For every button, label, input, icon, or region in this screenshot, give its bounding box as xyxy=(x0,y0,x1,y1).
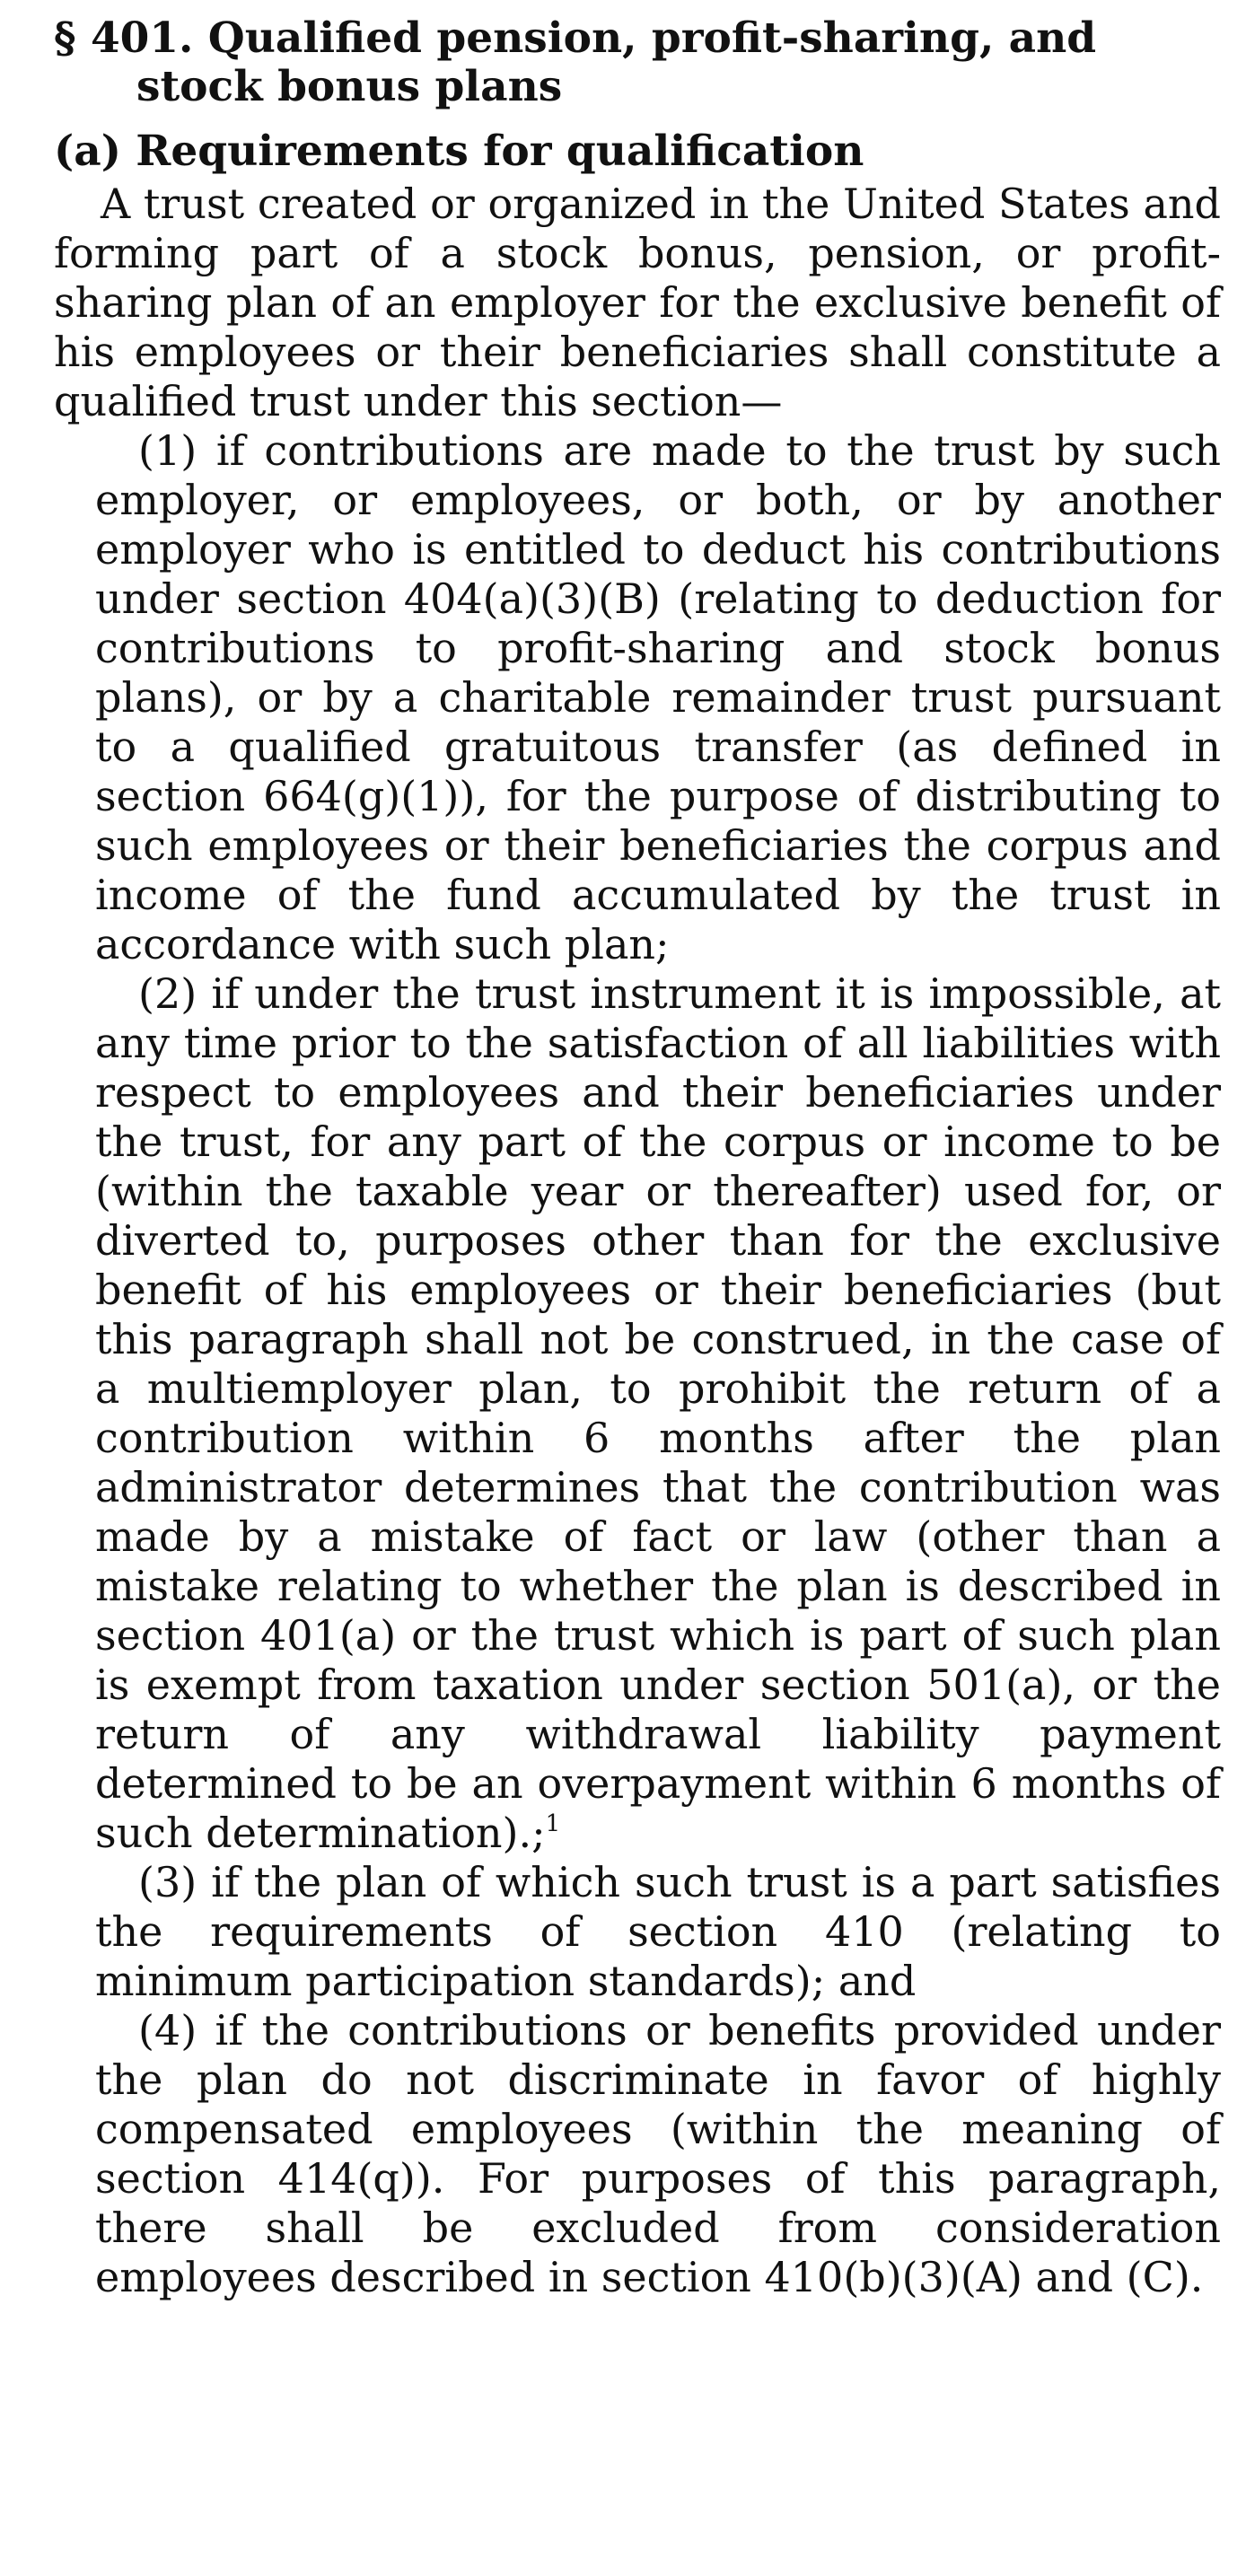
paragraph-1-text: (1) if contributions are made to the trust by such employer, or employees, or both, or by another employer who is entitled to deduct his contributions under section 404(a)(3)(B) (relating to deduction for contributions to profit-sharing and stock bonus plans), or by a charitable remainder trust pursuant to a qualified gratuitous transfer (as defined in section 664(g)(1)), for the purpose of distributing to such employees or their beneficiaries the corpus and income of the fund accumulated by the trust in accordance with such plan; xyxy=(95,426,1221,968)
statute-page xyxy=(54,0,1221,2302)
paragraph-2 xyxy=(95,969,1221,1858)
footnote-marker: 1 xyxy=(545,1810,561,1837)
section-heading: § 401. Qualified pension, profit-sharing, and stock bonus plans xyxy=(54,13,1097,111)
subsection-heading: (a) Requirements for qualification xyxy=(54,127,864,176)
paragraph-3-text: (3) if the plan of which such trust is a part satisfies the requirements of section 410 (relating to minimum participation standards); and xyxy=(95,1858,1221,2005)
paragraph-2-text: (2) if under the trust instrument it is impossible, at any time prior to the satisfaction of all liabilities with respect to employees and their beneficiaries under the trust, for any part of the corpus or income to be (within the taxable year or thereafter) used for, or diverted to, purposes other than for the exclusive benefit of his employees or their beneficiaries (but this paragraph shall not be construed, in the case of a multiemployer plan, to prohibit the return of a contribution within 6 months after the plan administrator determines that the contribution was made by a mistake of fact or law (other than a mistake relating to whether the plan is described in section 401(a) or the trust which is part of such plan is exempt from taxation under section 501(a), or the return of any withdrawal liability payment determined to be an overpayment within 6 months of such determination).; xyxy=(95,969,1221,1857)
lead-paragraph: A trust created or organized in the United States and forming part of a stock bonus, pension, or profit-sharing plan of an employer for the exclusive benefit of his employees or their beneficiaries shall constitute a qualified trust under this section— xyxy=(54,180,1221,425)
paragraph-3 xyxy=(95,1858,1221,2006)
paragraph-4-text: (4) if the contributions or benefits provided under the plan do not discriminate in favor of highly compensated employees (within the meaning of section 414(q)). For purposes of this paragraph, there shall be excluded from consideration employees described in section 410(b)(3)(A) and (C). xyxy=(95,2006,1221,2301)
paragraph-4 xyxy=(95,2006,1221,2302)
paragraph-1 xyxy=(95,426,1221,969)
